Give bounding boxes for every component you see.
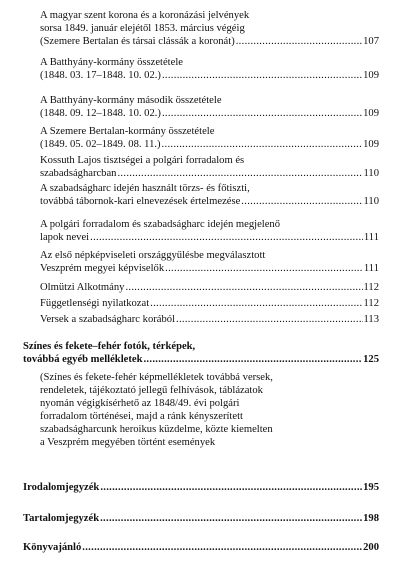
toc-section-bibliography bbox=[23, 481, 379, 494]
page-number: 195 bbox=[363, 482, 379, 493]
page-number: 200 bbox=[363, 542, 379, 553]
description-line: szabadságharcunk heroikus küzdelme, közte kiemelten bbox=[40, 424, 273, 435]
page-number: 198 bbox=[363, 513, 379, 524]
leader-dots bbox=[81, 541, 362, 554]
section-title-text: Tartalomjegyzék bbox=[23, 513, 100, 524]
leader-dots bbox=[240, 195, 362, 208]
page-number: 110 bbox=[363, 168, 379, 179]
page-number: 109 bbox=[363, 70, 379, 81]
toc-entry-line bbox=[40, 195, 379, 208]
toc-entry-text: Függetlenségi nyilatkozat bbox=[40, 298, 150, 309]
description-line: a Veszprém megyében történt események bbox=[40, 437, 216, 448]
toc-entry-text: lapok nevei bbox=[40, 232, 90, 243]
page-number: 109 bbox=[363, 139, 379, 150]
section-description bbox=[40, 371, 379, 449]
toc-entry-line bbox=[40, 138, 379, 151]
toc-entry-batthyany-second bbox=[40, 94, 379, 120]
toc-entry-text: Olmützi Alkotmány bbox=[40, 282, 125, 293]
toc-entry-line bbox=[40, 69, 379, 82]
toc-entry-representatives bbox=[40, 249, 379, 275]
toc-entry-text: (Szemere Bertalan és társai clássák a koronát) bbox=[40, 36, 235, 47]
leader-dots bbox=[164, 262, 363, 275]
page-number: 125 bbox=[363, 354, 379, 365]
toc-entry-line: Kossuth Lajos tisztségei a polgári forradalom és bbox=[40, 155, 245, 166]
toc-entry-line: A polgári forradalom és szabadságharc idején megjelenő bbox=[40, 219, 281, 230]
toc-entry-text: (1848. 03. 17–1848. 10. 02.) bbox=[40, 70, 161, 81]
toc-entry-text: Versek a szabadságharc korából bbox=[40, 314, 176, 325]
description-line: forradalom történései, majd a ránk kényszerített bbox=[40, 411, 243, 422]
toc-entry-line: A Batthyány-kormány összetétele bbox=[40, 57, 183, 68]
description-line: rendeletek, tájékoztató jellegű felhívások, táblázatok bbox=[40, 385, 263, 396]
toc-entry-line bbox=[40, 281, 379, 294]
toc-entry-line bbox=[40, 107, 379, 120]
leader-dots bbox=[235, 35, 362, 48]
toc-section-contents bbox=[23, 512, 379, 525]
description-line: nyomán végigkísérhető az 1848/49. évi polgári bbox=[40, 398, 240, 409]
toc-entry-ranks bbox=[40, 182, 379, 208]
leader-dots bbox=[99, 512, 362, 525]
toc-entry-batthyany bbox=[40, 56, 379, 82]
toc-entry-text: (1848. 09. 12–1848. 10. 02.) bbox=[40, 108, 161, 119]
page-number: 110 bbox=[363, 196, 379, 207]
section-title-line: Színes és fekete–fehér fotók, térképek, bbox=[23, 341, 196, 352]
toc-entry-line: Az első népképviseleti országgyűlésbe megválasztott bbox=[40, 250, 266, 261]
page-number: 111 bbox=[363, 263, 379, 274]
toc-entry-text: (1849. 05. 02–1849. 08. 11.) bbox=[40, 139, 161, 150]
page-number: 113 bbox=[363, 314, 379, 325]
toc-entry-kossuth bbox=[40, 154, 379, 180]
toc-section-attachments bbox=[23, 340, 379, 366]
leader-dots bbox=[161, 138, 363, 151]
section-title-line bbox=[23, 481, 379, 494]
leader-dots bbox=[142, 353, 362, 366]
toc-entry-line: A szabadságharc idején használt törzs- és főtiszti, bbox=[40, 183, 250, 194]
toc-entry-line: A Szemere Bertalan-kormány összetétele bbox=[40, 126, 215, 137]
page-number: 112 bbox=[363, 282, 379, 293]
section-title-text: továbbá egyéb mellékletek bbox=[23, 354, 143, 365]
section-title-text: Irodalomjegyzék bbox=[23, 482, 100, 493]
page-number: 111 bbox=[363, 232, 379, 243]
toc-entry-line: A magyar szent korona és a koronázási jelvények bbox=[40, 10, 250, 21]
toc-entry-text: továbbá tábornok-kari elnevezések értelmezése bbox=[40, 196, 241, 207]
toc-entry-line bbox=[40, 167, 379, 180]
toc-entry-line bbox=[40, 262, 379, 275]
leader-dots bbox=[161, 107, 362, 120]
page-number: 112 bbox=[363, 298, 379, 309]
toc-entry-olmutz bbox=[40, 281, 379, 294]
leader-dots bbox=[161, 69, 362, 82]
leader-dots bbox=[149, 297, 362, 310]
leader-dots bbox=[89, 231, 363, 244]
section-title-line bbox=[23, 353, 379, 366]
toc-entry-line bbox=[40, 313, 379, 326]
leader-dots bbox=[124, 281, 362, 294]
description-line: (Színes és fekete-fehér képmellékletek továbbá versek, bbox=[40, 372, 273, 383]
section-title-line bbox=[23, 512, 379, 525]
toc-section-recommendations bbox=[23, 541, 379, 554]
toc-entry-line: A Batthyány-kormány második összetétele bbox=[40, 95, 222, 106]
page-number: 107 bbox=[363, 36, 379, 47]
toc-entry-poems bbox=[40, 313, 379, 326]
toc-entry-line bbox=[40, 35, 379, 48]
leader-dots bbox=[116, 167, 362, 180]
toc-entry-newspapers bbox=[40, 218, 379, 244]
section-title-text: Könyvajánló bbox=[23, 542, 82, 553]
toc-entry-text: szabadságharcban bbox=[40, 168, 117, 179]
toc-entry-crown bbox=[40, 9, 379, 48]
leader-dots bbox=[175, 313, 362, 326]
toc-entry-text: Veszprém megyei képviselők bbox=[40, 263, 165, 274]
section-title-line bbox=[23, 541, 379, 554]
toc-entry-szemere bbox=[40, 125, 379, 151]
toc-entry-line bbox=[40, 297, 379, 310]
page-number: 109 bbox=[363, 108, 379, 119]
toc-entry-line: sorsa 1849. január elejétől 1853. március végéig bbox=[40, 23, 245, 34]
toc-entry-independence bbox=[40, 297, 379, 310]
toc-entry-line bbox=[40, 231, 379, 244]
leader-dots bbox=[99, 481, 362, 494]
